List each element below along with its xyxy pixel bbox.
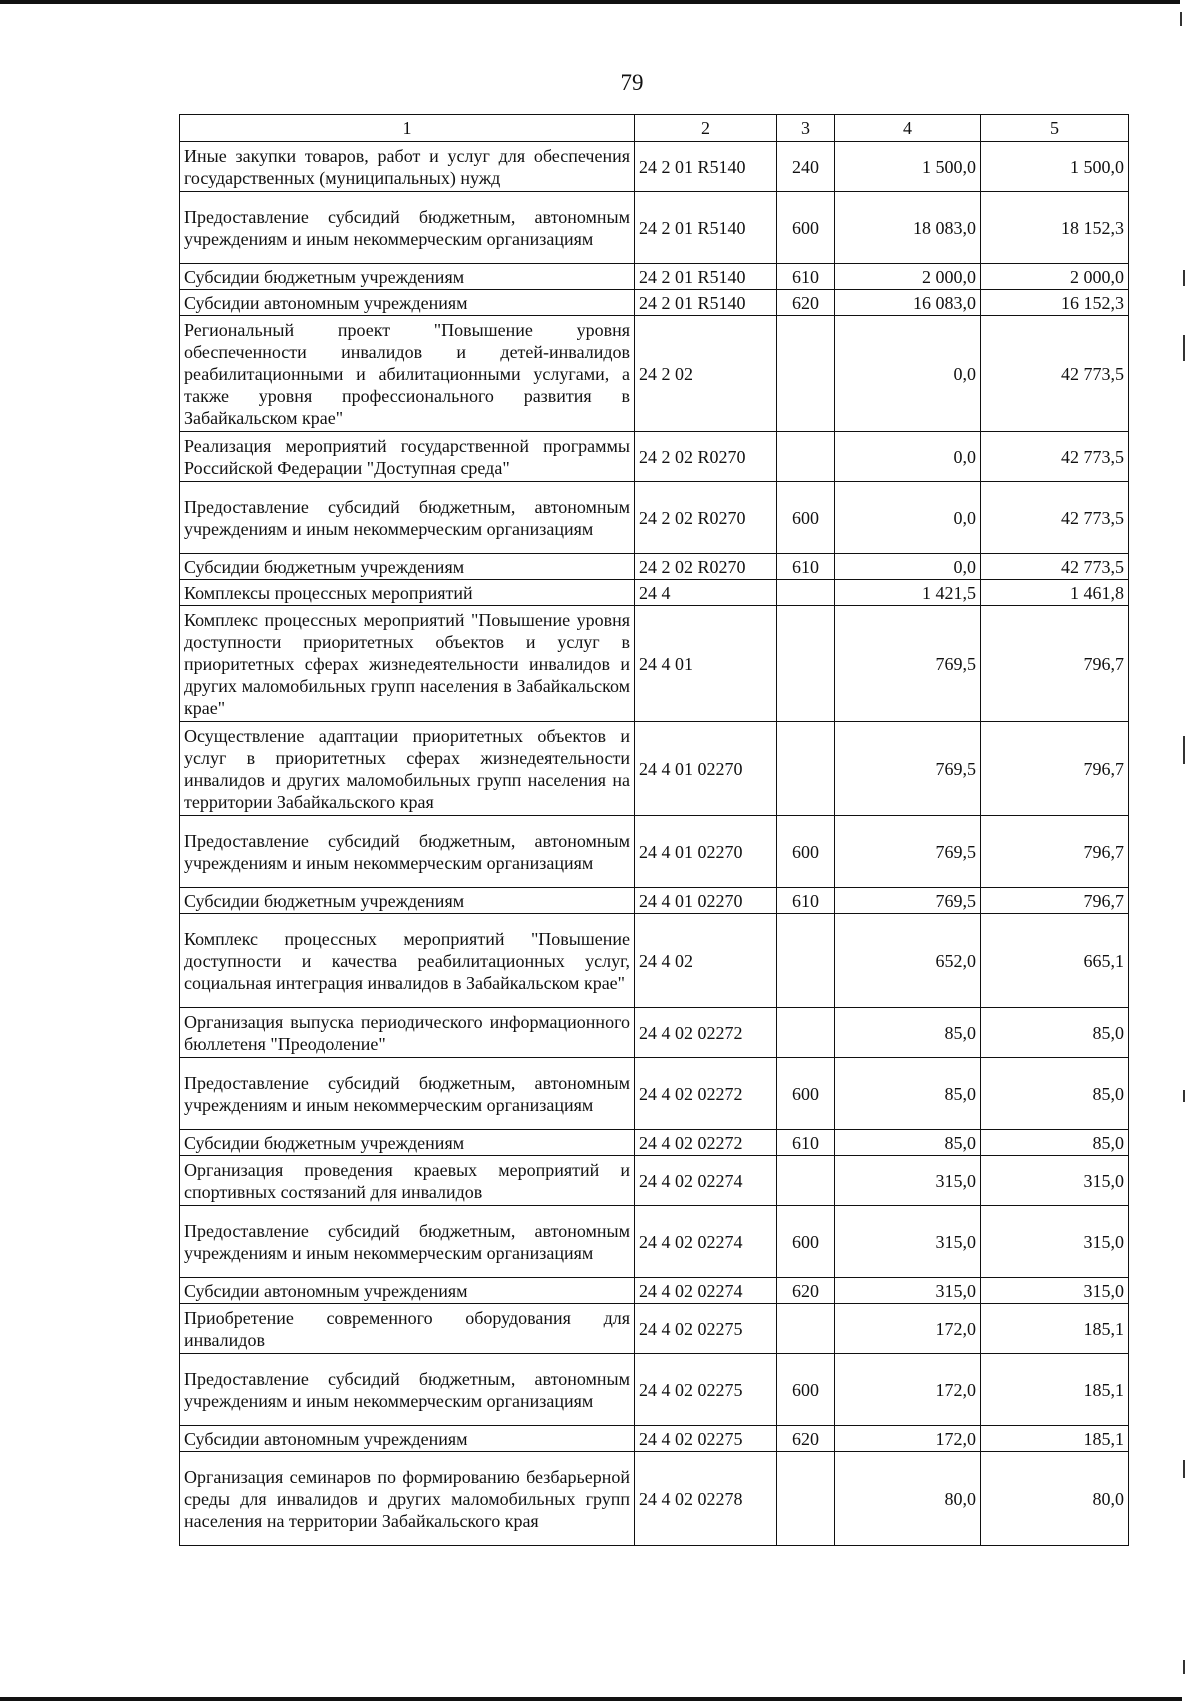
table-row	[180, 290, 1129, 316]
cell-amount-col4: 85,0	[835, 1130, 981, 1156]
cell-name: Организация семинаров по формированию безбарьерной среды для инвалидов и других маломобильных групп населения на территории Забайкальского края	[180, 1452, 635, 1546]
cell-code: 24 4 02	[635, 914, 777, 1008]
cell-name: Субсидии автономным учреждениям	[180, 290, 635, 316]
table-row	[180, 1156, 1129, 1206]
cell-code: 24 2 02 R0270	[635, 554, 777, 580]
cell-code: 24 2 01 R5140	[635, 290, 777, 316]
table-row	[180, 142, 1129, 192]
cell-amount-col4: 1 500,0	[835, 142, 981, 192]
cell-amount-col5: 85,0	[981, 1008, 1129, 1058]
cell-code: 24 4 02 02274	[635, 1278, 777, 1304]
cell-name: Приобретение современного оборудования для инвалидов	[180, 1304, 635, 1354]
cell-amount-col5: 1 500,0	[981, 142, 1129, 192]
cell-name: Иные закупки товаров, работ и услуг для обеспечения государственных (муниципальных) нужд	[180, 142, 635, 192]
header-row	[180, 115, 1129, 142]
cell-amount-col5: 315,0	[981, 1278, 1129, 1304]
cell-amount-col5: 796,7	[981, 816, 1129, 888]
cell-amount-col4: 85,0	[835, 1008, 981, 1058]
cell-amount-col4: 315,0	[835, 1206, 981, 1278]
cell-expense-type: 610	[777, 554, 835, 580]
top-scan-edge	[0, 0, 1180, 4]
cell-amount-col4: 1 421,5	[835, 580, 981, 606]
table-row	[180, 316, 1129, 432]
cell-expense-type	[777, 722, 835, 816]
cell-amount-col5: 796,7	[981, 888, 1129, 914]
cell-amount-col4: 85,0	[835, 1058, 981, 1130]
cell-amount-col5: 315,0	[981, 1156, 1129, 1206]
cell-amount-col4: 80,0	[835, 1452, 981, 1546]
table-row	[180, 1206, 1129, 1278]
cell-amount-col5: 665,1	[981, 914, 1129, 1008]
cell-amount-col4: 16 083,0	[835, 290, 981, 316]
cell-amount-col4: 172,0	[835, 1354, 981, 1426]
cell-expense-type: 600	[777, 192, 835, 264]
cell-amount-col4: 172,0	[835, 1304, 981, 1354]
bottom-scan-edge	[0, 1697, 1182, 1701]
table-row	[180, 554, 1129, 580]
cell-amount-col5: 16 152,3	[981, 290, 1129, 316]
scan-mark	[1183, 736, 1185, 764]
cell-amount-col4: 172,0	[835, 1426, 981, 1452]
cell-name: Предоставление субсидий бюджетным, автономным учреждениям и иным некоммерческим организациям	[180, 1058, 635, 1130]
cell-name: Региональный проект "Повышение уровня обеспеченности инвалидов и детей-инвалидов реабилитационными и абилитационными услугами, а также уровня профессионального развития в Забайкальском крае"	[180, 316, 635, 432]
cell-name: Субсидии бюджетным учреждениям	[180, 1130, 635, 1156]
cell-amount-col5: 1 461,8	[981, 580, 1129, 606]
header-col-4: 4	[835, 115, 981, 142]
cell-name: Осуществление адаптации приоритетных объектов и услуг в приоритетных сферах жизнедеятельности инвалидов и других маломобильных групп населения на территории Забайкальского края	[180, 722, 635, 816]
table-row	[180, 606, 1129, 722]
cell-name: Предоставление субсидий бюджетным, автономным учреждениям и иным некоммерческим организациям	[180, 816, 635, 888]
cell-amount-col4: 769,5	[835, 722, 981, 816]
cell-amount-col4: 315,0	[835, 1278, 981, 1304]
cell-expense-type	[777, 1008, 835, 1058]
cell-code: 24 4 02 02278	[635, 1452, 777, 1546]
cell-name: Организация выпуска периодического информационного бюллетеня "Преодоление"	[180, 1008, 635, 1058]
table-row	[180, 1008, 1129, 1058]
table-row	[180, 1058, 1129, 1130]
scan-mark	[1180, 12, 1182, 26]
scan-mark	[1183, 1090, 1185, 1102]
cell-code: 24 4 02 02272	[635, 1130, 777, 1156]
cell-code: 24 2 01 R5140	[635, 142, 777, 192]
cell-expense-type: 620	[777, 290, 835, 316]
scan-mark	[1183, 270, 1185, 286]
table-row	[180, 1426, 1129, 1452]
cell-amount-col4: 652,0	[835, 914, 981, 1008]
cell-code: 24 4 02 02272	[635, 1008, 777, 1058]
cell-amount-col5: 185,1	[981, 1426, 1129, 1452]
cell-expense-type: 610	[777, 1130, 835, 1156]
table-row	[180, 482, 1129, 554]
cell-name: Предоставление субсидий бюджетным, автономным учреждениям и иным некоммерческим организациям	[180, 1206, 635, 1278]
cell-code: 24 2 02	[635, 316, 777, 432]
cell-amount-col5: 42 773,5	[981, 554, 1129, 580]
cell-expense-type: 600	[777, 1354, 835, 1426]
cell-expense-type	[777, 316, 835, 432]
table-row	[180, 1452, 1129, 1546]
cell-amount-col4: 0,0	[835, 432, 981, 482]
table-row	[180, 432, 1129, 482]
cell-name: Предоставление субсидий бюджетным, автономным учреждениям и иным некоммерческим организациям	[180, 1354, 635, 1426]
cell-expense-type: 240	[777, 142, 835, 192]
cell-expense-type: 610	[777, 888, 835, 914]
cell-name: Реализация мероприятий государственной программы Российской Федерации "Доступная среда"	[180, 432, 635, 482]
cell-name: Предоставление субсидий бюджетным, автономным учреждениям и иным некоммерческим организациям	[180, 482, 635, 554]
table-row	[180, 192, 1129, 264]
cell-amount-col5: 85,0	[981, 1058, 1129, 1130]
table-row	[180, 1278, 1129, 1304]
cell-amount-col5: 42 773,5	[981, 316, 1129, 432]
cell-amount-col5: 315,0	[981, 1206, 1129, 1278]
cell-expense-type	[777, 432, 835, 482]
cell-amount-col5: 796,7	[981, 722, 1129, 816]
cell-code: 24 4 01 02270	[635, 816, 777, 888]
cell-code: 24 4 02 02274	[635, 1156, 777, 1206]
cell-amount-col5: 185,1	[981, 1304, 1129, 1354]
table-body	[180, 142, 1129, 1546]
cell-code: 24 4 01 02270	[635, 722, 777, 816]
header-col-5: 5	[981, 115, 1129, 142]
cell-code: 24 4 02 02275	[635, 1304, 777, 1354]
table-row	[180, 816, 1129, 888]
cell-code: 24 2 02 R0270	[635, 482, 777, 554]
cell-amount-col4: 0,0	[835, 482, 981, 554]
cell-expense-type	[777, 1156, 835, 1206]
cell-amount-col5: 18 152,3	[981, 192, 1129, 264]
cell-code: 24 4 01	[635, 606, 777, 722]
cell-code: 24 4 02 02272	[635, 1058, 777, 1130]
page-number: 79	[620, 70, 644, 95]
cell-name: Организация проведения краевых мероприятий и спортивных состязаний для инвалидов	[180, 1156, 635, 1206]
cell-expense-type: 610	[777, 264, 835, 290]
cell-amount-col4: 18 083,0	[835, 192, 981, 264]
table-row	[180, 1354, 1129, 1426]
header-col-1: 1	[180, 115, 635, 142]
cell-amount-col5: 796,7	[981, 606, 1129, 722]
cell-code: 24 2 01 R5140	[635, 192, 777, 264]
cell-amount-col4: 769,5	[835, 816, 981, 888]
cell-name: Субсидии бюджетным учреждениям	[180, 554, 635, 580]
cell-expense-type: 600	[777, 816, 835, 888]
table-row	[180, 264, 1129, 290]
cell-code: 24 4	[635, 580, 777, 606]
table-row	[180, 1130, 1129, 1156]
cell-expense-type	[777, 1304, 835, 1354]
cell-name: Субсидии автономным учреждениям	[180, 1426, 635, 1452]
cell-amount-col4: 0,0	[835, 316, 981, 432]
cell-expense-type	[777, 914, 835, 1008]
cell-expense-type	[777, 1452, 835, 1546]
scan-mark	[1183, 1660, 1185, 1674]
table-row	[180, 1304, 1129, 1354]
cell-amount-col4: 769,5	[835, 888, 981, 914]
scan-mark	[1183, 1460, 1185, 1478]
cell-code: 24 2 02 R0270	[635, 432, 777, 482]
cell-expense-type: 620	[777, 1278, 835, 1304]
table-row	[180, 722, 1129, 816]
cell-expense-type: 600	[777, 1058, 835, 1130]
cell-amount-col5: 80,0	[981, 1452, 1129, 1546]
budget-table	[179, 114, 1129, 1546]
cell-name: Субсидии автономным учреждениям	[180, 1278, 635, 1304]
cell-code: 24 2 01 R5140	[635, 264, 777, 290]
cell-code: 24 4 02 02274	[635, 1206, 777, 1278]
header-col-3: 3	[777, 115, 835, 142]
table-header	[180, 115, 1129, 142]
cell-amount-col4: 315,0	[835, 1156, 981, 1206]
cell-name: Субсидии бюджетным учреждениям	[180, 264, 635, 290]
cell-code: 24 4 02 02275	[635, 1426, 777, 1452]
cell-expense-type: 600	[777, 482, 835, 554]
cell-amount-col5: 42 773,5	[981, 482, 1129, 554]
cell-amount-col5: 85,0	[981, 1130, 1129, 1156]
scan-mark	[1183, 335, 1185, 361]
cell-code: 24 4 02 02275	[635, 1354, 777, 1426]
cell-name: Комплекс процессных мероприятий "Повышение уровня доступности приоритетных объектов и услуг в приоритетных сферах жизнедеятельности инвалидов и других маломобильных групп населения в Забайкальском крае"	[180, 606, 635, 722]
cell-expense-type	[777, 580, 835, 606]
cell-amount-col4: 0,0	[835, 554, 981, 580]
table-row	[180, 914, 1129, 1008]
table-row	[180, 888, 1129, 914]
cell-amount-col4: 2 000,0	[835, 264, 981, 290]
cell-amount-col4: 769,5	[835, 606, 981, 722]
cell-name: Комплекс процессных мероприятий "Повышение доступности и качества реабилитационных услуг, социальная интеграция инвалидов в Забайкальском крае"	[180, 914, 635, 1008]
cell-name: Комплексы процессных мероприятий	[180, 580, 635, 606]
cell-amount-col5: 185,1	[981, 1354, 1129, 1426]
cell-expense-type: 600	[777, 1206, 835, 1278]
cell-name: Предоставление субсидий бюджетным, автономным учреждениям и иным некоммерческим организациям	[180, 192, 635, 264]
table-row	[180, 580, 1129, 606]
cell-name: Субсидии бюджетным учреждениям	[180, 888, 635, 914]
cell-expense-type	[777, 606, 835, 722]
cell-amount-col5: 42 773,5	[981, 432, 1129, 482]
header-col-2: 2	[635, 115, 777, 142]
cell-expense-type: 620	[777, 1426, 835, 1452]
cell-code: 24 4 01 02270	[635, 888, 777, 914]
cell-amount-col5: 2 000,0	[981, 264, 1129, 290]
